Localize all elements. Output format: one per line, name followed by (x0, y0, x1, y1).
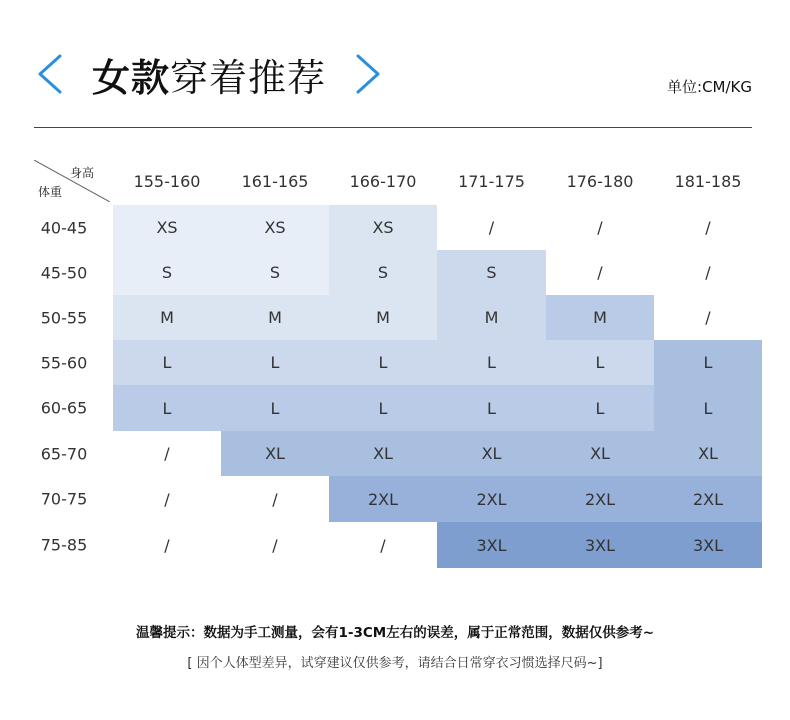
corner-weight-label: 体重 (38, 185, 63, 199)
size-cell: L (329, 385, 437, 431)
fit-note: [ 因个人体型差异，试穿建议仅供参考，请结合日常穿衣习惯选择尺码~] (187, 656, 603, 671)
size-cell: L (654, 340, 762, 385)
size-cell: / (164, 444, 170, 463)
size-cell: / (705, 263, 711, 282)
column-header-height: 166-170 (349, 172, 417, 191)
page-header (30, 44, 388, 104)
chevron-left-icon (30, 44, 78, 104)
size-cell: M (221, 295, 329, 340)
size-cell: M (546, 295, 654, 340)
row-header-weight: 55-60 (40, 353, 88, 372)
size-cell: S (221, 250, 329, 295)
size-cell: L (113, 385, 221, 431)
size-cell: / (164, 535, 170, 555)
row-header-weight: 50-55 (40, 308, 88, 327)
table-corner (34, 160, 110, 202)
size-cell: XL (654, 431, 762, 476)
row-header-weight: 65-70 (40, 444, 88, 463)
size-cell: / (597, 218, 603, 237)
size-cell: S (329, 250, 437, 295)
size-cell: 2XL (546, 476, 654, 522)
column-header-height: 171-175 (458, 172, 525, 191)
size-cell: XS (329, 205, 437, 250)
size-cell: 3XL (437, 522, 546, 568)
size-cell: / (272, 489, 278, 509)
size-cell: M (113, 295, 221, 340)
size-cell: L (437, 340, 546, 385)
size-cell: XL (221, 431, 329, 476)
size-cell: M (437, 295, 546, 340)
size-cell: L (546, 385, 654, 431)
size-cell: 2XL (437, 476, 546, 522)
corner-height-label: 身高 (69, 166, 94, 180)
row-header-weight: 45-50 (40, 263, 88, 282)
header-divider (34, 127, 752, 128)
size-cell: XS (113, 205, 221, 250)
size-cell: S (113, 250, 221, 295)
size-cell: / (705, 308, 711, 327)
row-header-weight: 75-85 (40, 535, 88, 555)
chevron-right-icon (340, 44, 388, 104)
row-header-weight: 60-65 (40, 398, 88, 418)
warm-tip: 温馨提示：数据为手工测量，会有1-3CM左右的误差，属于正常范围，数据仅供参考~ (135, 625, 655, 641)
size-cell: / (705, 218, 711, 237)
title-rest: 穿着推荐 (170, 55, 327, 100)
column-header-height: 176-180 (566, 172, 634, 191)
size-cell: / (488, 218, 495, 237)
size-cell: M (329, 295, 437, 340)
size-cell: S (437, 250, 546, 295)
column-header-height: 181-185 (674, 172, 742, 191)
size-cell: L (221, 340, 329, 385)
size-cell: / (272, 535, 278, 555)
size-cell: XL (546, 431, 654, 476)
row-header-weight: 70-75 (40, 489, 88, 509)
size-cell: XL (329, 431, 437, 476)
size-cell: / (597, 263, 603, 282)
row-header-weight: 40-45 (40, 218, 88, 237)
size-cell: XS (221, 205, 329, 250)
size-cell: L (437, 385, 546, 431)
size-cell: / (164, 489, 170, 509)
size-cell: XL (437, 431, 546, 476)
unit-label: 单位:CM/KG (667, 78, 752, 96)
size-cell: L (329, 340, 437, 385)
size-cell: L (113, 340, 221, 385)
size-cell: / (380, 535, 386, 555)
size-cell: L (546, 340, 654, 385)
size-cell: 3XL (654, 522, 762, 568)
size-cell: L (654, 385, 762, 431)
size-cell: 2XL (329, 476, 437, 522)
title-bold: 女款 (92, 55, 171, 100)
column-header-height: 161-165 (241, 172, 309, 191)
size-cell: 3XL (546, 522, 654, 568)
column-header-height: 155-160 (133, 172, 201, 191)
size-cell: L (221, 385, 329, 431)
page-title (92, 47, 326, 102)
size-cell: 2XL (654, 476, 762, 522)
